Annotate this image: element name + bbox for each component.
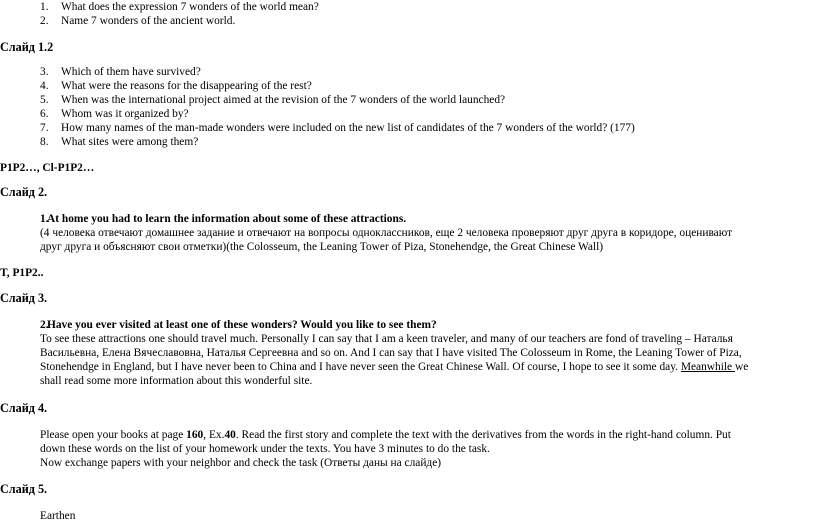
task-3-text: , Ex. <box>203 429 225 441</box>
list-item-number: 3. <box>40 66 49 78</box>
task-2-line: To see these attractions one should travel much. Personally I can say that I am a keen traveler, and many of our teachers are fond of traveling – Наталья <box>40 333 733 345</box>
list-item-number: 1. <box>40 1 49 13</box>
list-item-number: 6. <box>40 108 49 120</box>
question-8: What sites were among them? <box>61 136 199 148</box>
task-1-line: (4 человека отвечают домашнее задание и отвечают на вопросы одноклассников, еще 2 человека проверяют друг друга в коридоре, оценивают <box>40 227 733 239</box>
last-word: Earthen <box>40 510 76 522</box>
question-4: What were the reasons for the disappearing of the rest? <box>61 80 312 92</box>
page-number: 160 <box>186 429 204 441</box>
slide-heading-2: Слайд 2. <box>0 185 48 199</box>
task-3-text: . Read the first story and complete the text with the derivatives from the words in the right-hand column. Put <box>235 429 731 441</box>
slide-heading-3: Слайд 3. <box>0 291 48 305</box>
exercise-number: 40 <box>224 429 236 441</box>
list-item-number: 4. <box>40 80 49 92</box>
task-1-line: друг друга и объясняют свои отметки)(the Colosseum, the Leaning Tower of Piza, Stonehendge, the Great Chinese Wall) <box>40 241 604 253</box>
slide-heading-5: Слайд 5. <box>0 482 48 496</box>
question-6: Whom was it organized by? <box>61 108 189 120</box>
task-2-line: shall read some more information about this wonderful site. <box>40 375 313 387</box>
task-3-line: down these words on the list of your homework under the texts. You have 3 minutes to do the task. <box>40 443 490 455</box>
underlined-word: Meanwhile <box>680 361 735 373</box>
list-item-number: 8. <box>40 136 49 148</box>
slide-heading-1-2: Слайд 1.2 <box>0 40 54 54</box>
list-item-number: 7. <box>40 122 49 134</box>
list-item-number: 5. <box>40 94 49 106</box>
list-item-number: 2. <box>40 15 49 27</box>
task-2-text: Stonehendge in England, but I have never been to China and I have never seen the Great Chinese Wall. Of course, I hope to see it some day. <box>40 361 681 373</box>
task-2-text: we <box>734 361 749 373</box>
question-5: When was the international project aimed at the revision of the 7 wonders of the world launched? <box>61 94 506 106</box>
question-1: What does the expression 7 wonders of the world mean? <box>61 1 319 13</box>
task-2-title: Have you ever visited at least one of these wonders? Would you like to see them? <box>47 319 437 331</box>
question-2: Name 7 wonders of the ancient world. <box>61 15 236 27</box>
question-3: Which of them have survived? <box>61 66 201 78</box>
task-2-line <box>40 361 748 375</box>
task-2-line: Васильевна, Елена Вячеславовна, Наталья Сергеевна and so on. And I can say that I have visited The Colosseum in Rome, the Leaning Tower of Piza, <box>40 347 742 359</box>
interaction-mode-2: T, P1P2.. <box>0 267 44 279</box>
interaction-mode-1: P1P2…, Cl-P1P2… <box>0 162 95 174</box>
task-number: 2. <box>40 319 49 331</box>
task-3-line: Now exchange papers with your neighbor and check the task (Ответы даны на слайде) <box>40 457 442 469</box>
slide-heading-4: Слайд 4. <box>0 401 48 415</box>
task-3-line <box>40 429 731 443</box>
task-3-text: Please open your books at page <box>40 429 187 441</box>
task-number: 1. <box>40 213 49 225</box>
task-1-title: At home you had to learn the information about some of these attractions. <box>47 213 407 225</box>
question-7: How many names of the man-made wonders were included on the new list of candidates of the 7 wonders of the world? (177) <box>61 122 635 134</box>
